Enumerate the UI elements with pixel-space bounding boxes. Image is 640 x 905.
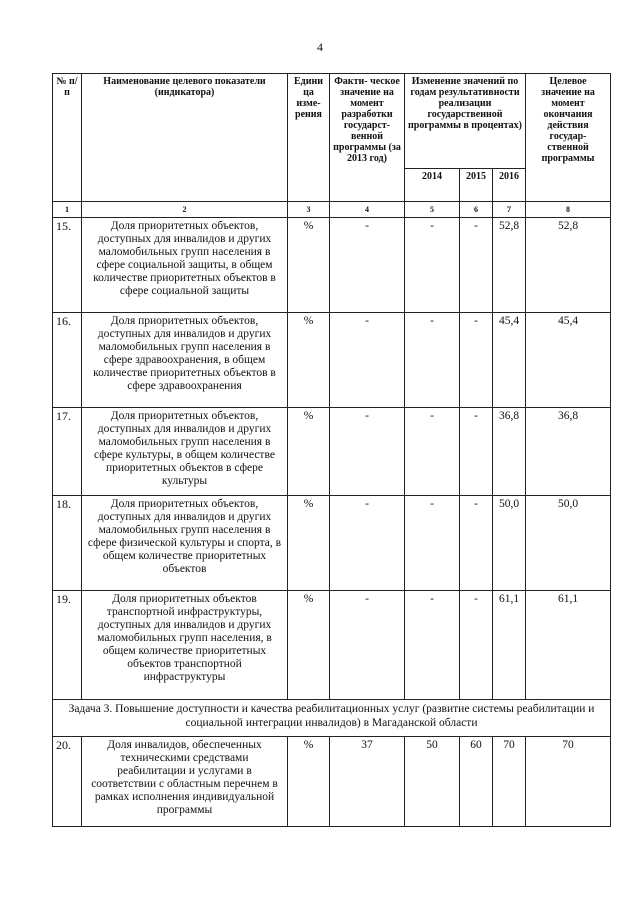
- value-2015-cell: -: [460, 408, 493, 496]
- table-row: [53, 737, 611, 827]
- value-2016-cell: 45,4: [493, 313, 526, 408]
- page-number: 4: [317, 40, 323, 54]
- header-indicator-name: Наименование целевого показатели (индикатора): [82, 74, 288, 202]
- value-2014-cell: 50: [405, 737, 460, 827]
- task-3-heading: Задача 3. Повышение доступности и качества реабилитационных услуг (развитие системы реабилитации и социальной интеграции инвалидов) в Магаданской области: [53, 700, 611, 737]
- header-unit: Едини ца изме- рения: [288, 74, 330, 202]
- value-2016-cell: 36,8: [493, 408, 526, 496]
- column-number: 2: [82, 202, 288, 218]
- column-number: 7: [493, 202, 526, 218]
- value-2016-cell: 61,1: [493, 591, 526, 700]
- indicator-name: Доля приоритетных объектов, доступных для инвалидов и других маломобильных групп населения в сфере здравоохранения, в общем количестве приоритетных объектов в сфере здравоохранения: [82, 313, 288, 408]
- unit-cell: %: [288, 218, 330, 313]
- unit-cell: %: [288, 591, 330, 700]
- header-number: № п/п: [53, 74, 82, 202]
- value-2016-cell: 52,8: [493, 218, 526, 313]
- row-number: 19.: [53, 591, 82, 700]
- value-2015-cell: -: [460, 496, 493, 591]
- table-row: [53, 591, 611, 700]
- column-number: 5: [405, 202, 460, 218]
- column-number: 1: [53, 202, 82, 218]
- target-value-cell: 45,4: [526, 313, 611, 408]
- row-number: 18.: [53, 496, 82, 591]
- actual-value-cell: -: [330, 496, 405, 591]
- header-target-value: Целевое значение на момент окончания действия государ- ственной программы: [526, 74, 611, 202]
- value-2014-cell: -: [405, 496, 460, 591]
- actual-value-cell: -: [330, 313, 405, 408]
- indicator-name: Доля приоритетных объектов, доступных для инвалидов и других маломобильных групп населения в сфере культуры, в общем количестве приоритетных объектов в сфере культуры: [82, 408, 288, 496]
- unit-cell: %: [288, 408, 330, 496]
- actual-value-cell: -: [330, 408, 405, 496]
- column-number-row: [53, 202, 611, 218]
- unit-cell: %: [288, 737, 330, 827]
- indicator-name: Доля приоритетных объектов транспортной инфраструктуры, доступных для инвалидов и других маломобильных групп населения, в общем количестве приоритетных объектов транспортной инфраструктуры: [82, 591, 288, 700]
- task-row: [53, 700, 611, 737]
- header-change-by-year: Изменение значений по годам результативности реализации государственной программы в процентах): [405, 74, 526, 169]
- header-year-2015: 2015: [460, 169, 493, 202]
- row-number: 15.: [53, 218, 82, 313]
- value-2014-cell: -: [405, 408, 460, 496]
- row-number: 20.: [53, 737, 82, 827]
- indicator-name: Доля инвалидов, обеспеченных техническими средствами реабилитации и услугами в соответствии с областным перечнем в рамках исполнения индивидуальной программы: [82, 737, 288, 827]
- value-2015-cell: -: [460, 313, 493, 408]
- table-row: [53, 218, 611, 313]
- target-value-cell: 36,8: [526, 408, 611, 496]
- actual-value-cell: -: [330, 591, 405, 700]
- indicator-name: Доля приоритетных объектов, доступных для инвалидов и других маломобильных групп населения в сфере социальной защиты, в общем количестве приоритетных объектов в сфере социальной защиты: [82, 218, 288, 313]
- indicator-name: Доля приоритетных объектов, доступных для инвалидов и других маломобильных групп населения в сфере физической культуры и спорта, в общем количестве приоритетных объектов: [82, 496, 288, 591]
- table-row: [53, 408, 611, 496]
- row-number: 16.: [53, 313, 82, 408]
- target-value-cell: 50,0: [526, 496, 611, 591]
- value-2014-cell: -: [405, 591, 460, 700]
- unit-cell: %: [288, 313, 330, 408]
- target-value-cell: 70: [526, 737, 611, 827]
- unit-cell: %: [288, 496, 330, 591]
- value-2014-cell: -: [405, 218, 460, 313]
- header-year-2016: 2016: [493, 169, 526, 202]
- actual-value-cell: -: [330, 218, 405, 313]
- column-number: 3: [288, 202, 330, 218]
- value-2016-cell: 50,0: [493, 496, 526, 591]
- value-2014-cell: -: [405, 313, 460, 408]
- table-row: [53, 496, 611, 591]
- column-number: 6: [460, 202, 493, 218]
- row-number: 17.: [53, 408, 82, 496]
- value-2015-cell: -: [460, 591, 493, 700]
- table-row: [53, 313, 611, 408]
- header-actual-value: Факти- ческое значение на момент разработки государст- венной программы (за 2013 год): [330, 74, 405, 202]
- column-number: 8: [526, 202, 611, 218]
- target-value-cell: 52,8: [526, 218, 611, 313]
- header-year-2014: 2014: [405, 169, 460, 202]
- target-value-cell: 61,1: [526, 591, 611, 700]
- value-2015-cell: 60: [460, 737, 493, 827]
- actual-value-cell: 37: [330, 737, 405, 827]
- indicator-table: [52, 73, 611, 827]
- value-2016-cell: 70: [493, 737, 526, 827]
- column-number: 4: [330, 202, 405, 218]
- value-2015-cell: -: [460, 218, 493, 313]
